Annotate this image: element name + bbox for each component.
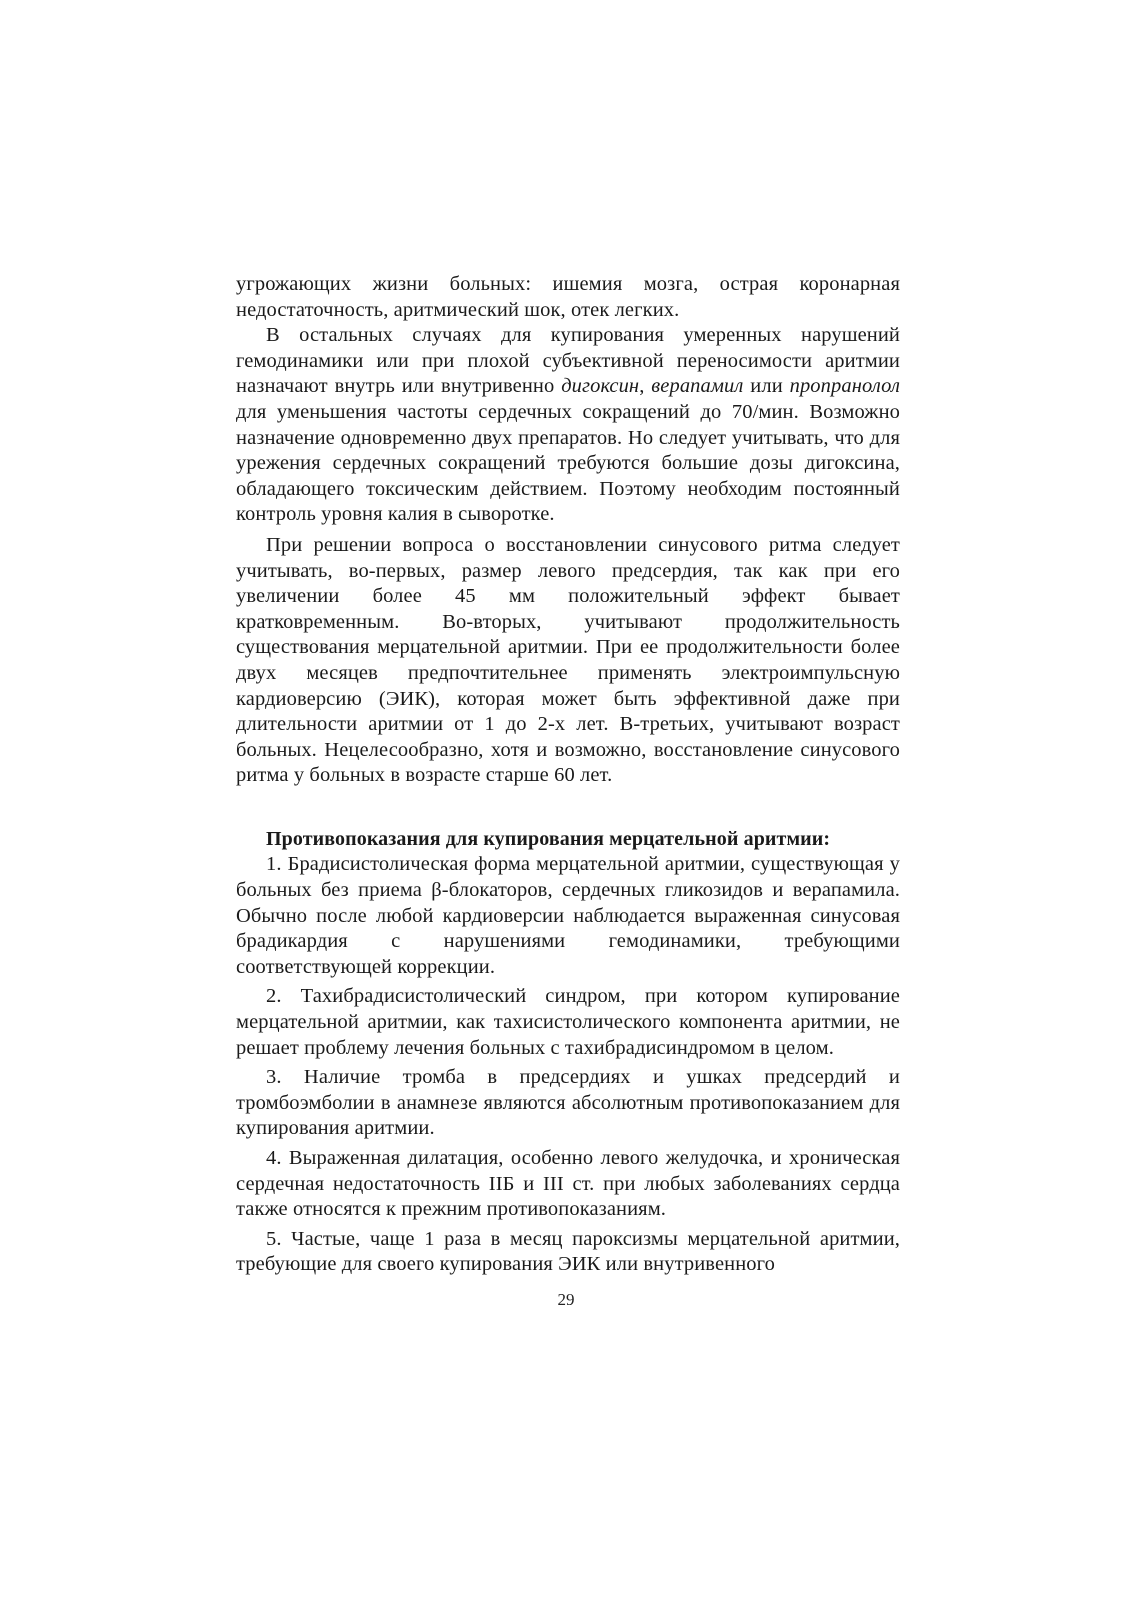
drug-propranolol: пропранолол [789, 375, 900, 398]
contraindication-item-2: 2. Тахибрадисистолический синдром, при котором купирование мерцательной аритмии, как тахисистолического компонента аритмии, не решает проблему лечения больных с тахибрадисиндромом в целом. [236, 985, 900, 1059]
paragraph-2-sep-2: или [743, 375, 790, 398]
drug-verapamil: верапамил [651, 375, 744, 398]
contraindication-item-4: 4. Выраженная дилатация, особенно левого желудочка, и хроническая сердечная недостаточность IIБ и III ст. при любых заболеваниях сердца также относятся к прежним противопоказаниям. [236, 1147, 900, 1221]
page-number: 29 [557, 1290, 575, 1309]
drug-digoxin: дигоксин [561, 375, 640, 398]
paragraph-2-text-b: для уменьшения частоты сердечных сокращений до 70/мин. Возможно назначение одновременно двух препаратов. Но следует учитывать, что для урежения сердечных сокращений требуются большие дозы дигоксина, обладающего токсическим действием. Поэтому необходим постоянный контроль уровня калия в сыворотке. [236, 400, 900, 526]
paragraph-1: угрожающих жизни больных: ишемия мозга, острая коронарная недостаточность, аритмический шок, отек легких. [236, 273, 900, 321]
paragraph-2-sep-1: , [639, 375, 652, 398]
page-body [236, 272, 900, 1278]
paragraph-3: При решении вопроса о восстановлении синусового ритма следует учитывать, во-первых, размер левого предсердия, так как при его увеличении более 45 мм положительный эффект бывает кратковременным. Во-вторых, учитывают продолжительность существования мерцательной аритмии. При ее продолжительности более двух месяцев предпочтительнее применять электроимпульсную кардиоверсию (ЭИК), которая может быть эффективной даже при длительности аритмии от 1 до 2-х лет. В-третьих, учитывают возраст больных. Нецелесообразно, хотя и возможно, восстановление синусового ритма у больных в возрасте старше 60 лет. [236, 533, 900, 787]
paragraph-2-text-a: В остальных случаях для купирования умеренных нарушений гемодинамики или при плохой субъективной переносимости аритмии назначают внутрь или внутривенно [236, 324, 900, 398]
paragraph-2 [236, 323, 900, 528]
contraindication-item-1: 1. Брадисистолическая форма мерцательной аритмии, существующая у больных без приема β-блокаторов, сердечных гликозидов и верапамила. Обычно после любой кардиоверсии наблюдается выраженная синусовая брадикардия с нарушениями гемодинамики, требующими соответствующей коррекции. [236, 853, 900, 978]
contraindication-item-3: 3. Наличие тромба в предсердиях и ушках предсердий и тромбоэмболии в анамнезе являются абсолютным противопоказанием для купирования аритмии. [236, 1066, 900, 1140]
contraindication-item-5: 5. Частые, чаще 1 раза в месяц пароксизмы мерцательной аритмии, требующие для своего купирования ЭИК или внутривенного [236, 1227, 900, 1276]
section-heading: Противопоказания для купирования мерцательной аритмии: [266, 827, 831, 850]
